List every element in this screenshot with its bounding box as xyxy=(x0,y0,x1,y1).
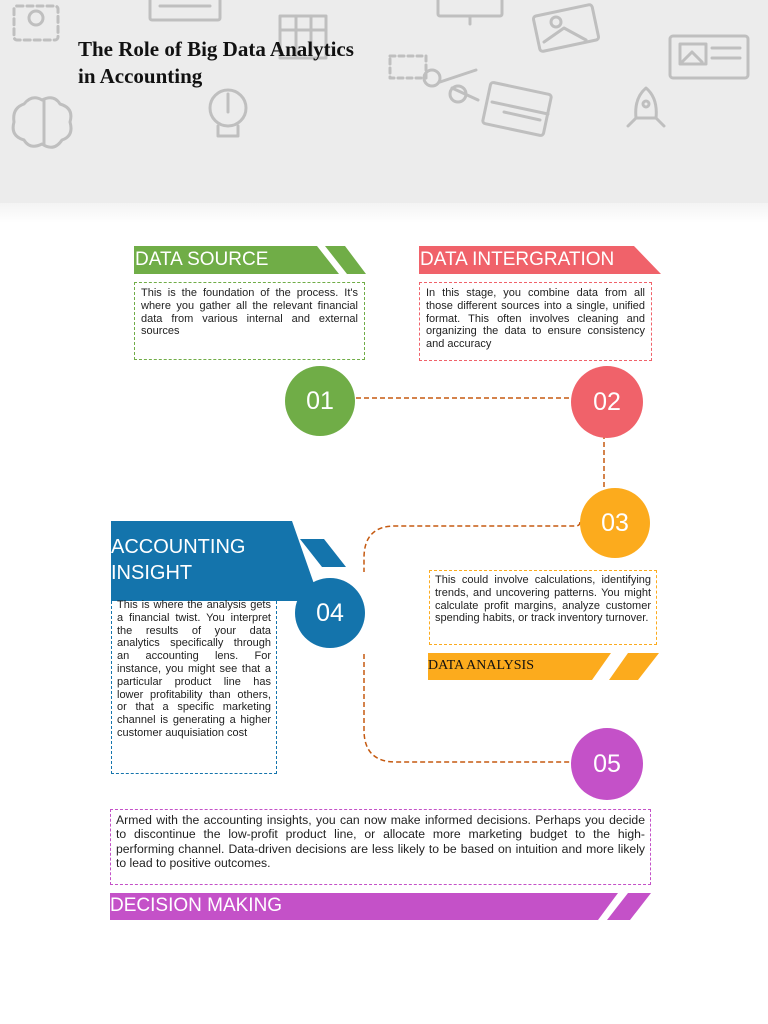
step-02-circle: 02 xyxy=(571,366,643,438)
decision-making-description: Armed with the accounting insights, you can now make informed decisions. Perhaps you decide to discontinue the low-profit product line, or allocate more marketing budget to the high-performing channel. Data-driven decisions are less likely to be based on intuition and more likely to lead to positive outcomes. xyxy=(110,809,651,885)
decision-making-heading: DECISION MAKING xyxy=(110,895,283,916)
decision-making-banner xyxy=(110,893,652,920)
accounting-insight-heading-line1: ACCOUNTING xyxy=(111,536,246,558)
data-integration-heading: DATA INTERGRATION xyxy=(420,249,615,270)
data-analysis-description: This could involve calculations, identifying trends, and uncovering patterns. You might calculate profit margins, analyze customer spending habits, or track inventory turnover. xyxy=(429,570,657,645)
step-05-circle: 05 xyxy=(571,728,643,800)
data-source-heading: DATA SOURCE xyxy=(135,249,269,270)
accounting-insight-heading-line2: INSIGHT xyxy=(111,562,193,584)
data-integration-banner xyxy=(419,246,663,274)
data-source-description: This is the foundation of the process. It's where you gather all the relevant financial data from various internal and external sources xyxy=(134,282,365,360)
data-analysis-banner xyxy=(428,653,660,680)
data-analysis-heading: DATA ANALYSIS xyxy=(428,658,534,673)
page-title: The Role of Big Data Analytics in Accounting xyxy=(78,37,354,88)
step-04-circle: 04 xyxy=(295,578,365,648)
accounting-insight-description: This is where the analysis gets a financial twist. You interpret the results of your data analytics specifically through an accounting lens. For instance, you might see that a particular product line has lower profitability than others, or that a specific marketing channel is generating a higher customer auquisiation cost xyxy=(111,596,277,774)
connector-03-04 xyxy=(364,522,580,572)
data-source-banner xyxy=(134,246,366,274)
step-01-circle: 01 xyxy=(285,366,355,436)
data-integration-description: In this stage, you combine data from all those different sources into a single, unified format. This often involves cleaning and organizing the data to ensure consistency and accuracy xyxy=(419,282,652,361)
step-03-circle: 03 xyxy=(580,488,650,558)
